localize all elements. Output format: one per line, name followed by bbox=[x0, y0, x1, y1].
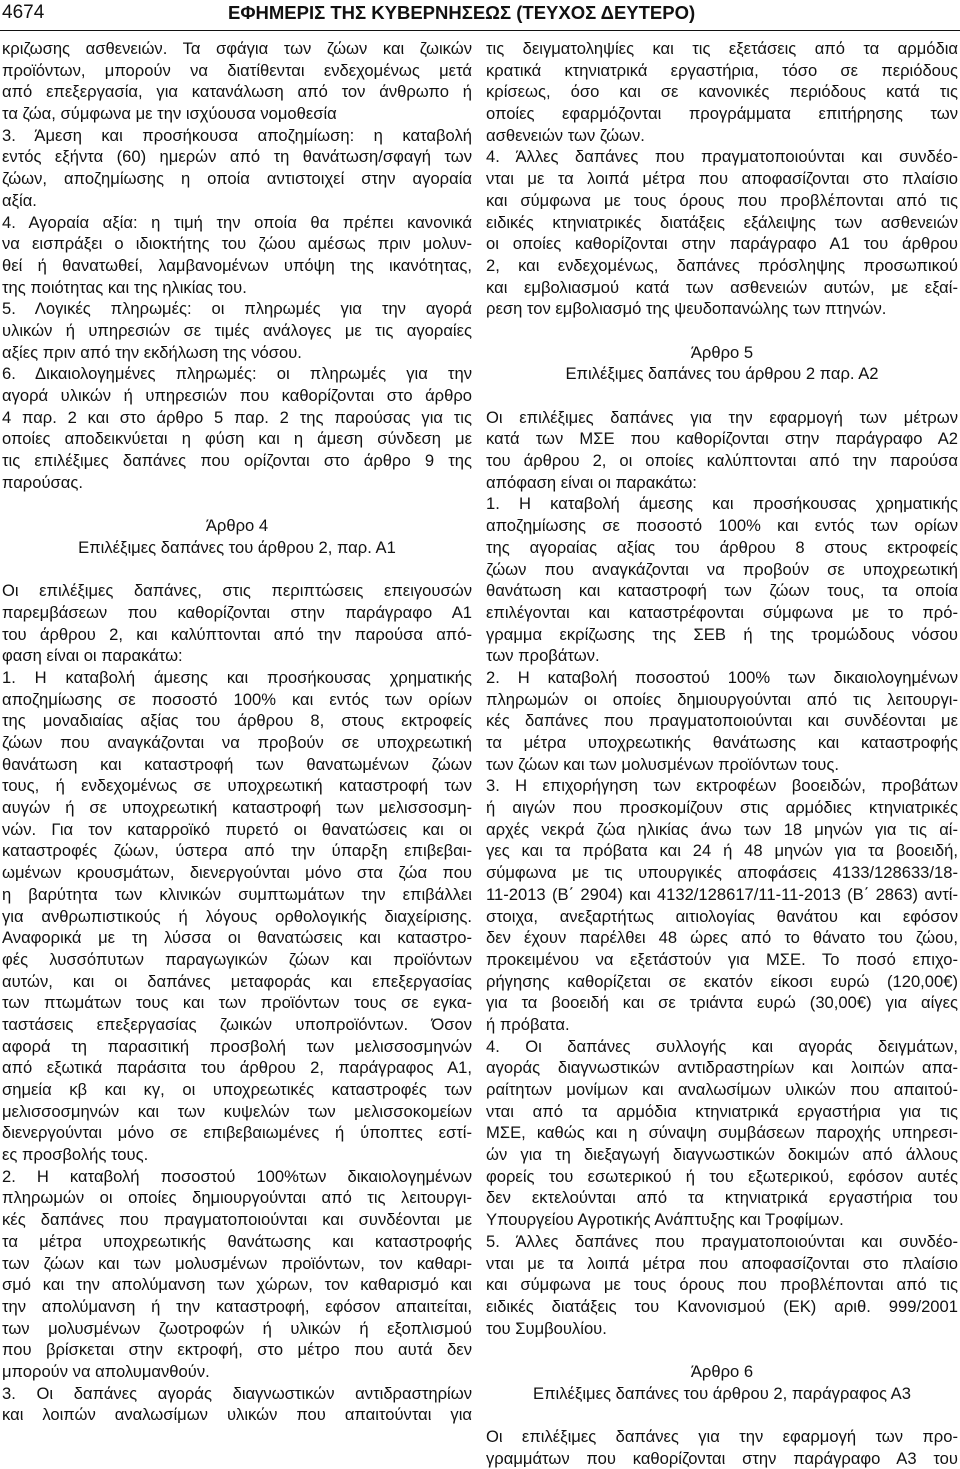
right-text-line: ζώων που αναγκάζονται να προβούν σε υποχρεωτική bbox=[486, 559, 958, 579]
right-spacer bbox=[486, 1404, 958, 1426]
right-heading-line: Άρθρο 6 bbox=[690, 1361, 754, 1381]
gazette-title: ΕΦΗΜΕΡΙΣ ΤΗΣ ΚΥΒΕΡΝΗΣΕΩΣ (ΤΕΥΧΟΣ ΔΕΥΤΕΡΟ) bbox=[228, 2, 696, 23]
right-text-line: Υπουργείου Αγροτικής Ανάπτυξης και Τροφίμων. bbox=[486, 1210, 844, 1230]
left-text-line: εντός εξήντα (60) ημερών από τη θανάτωση/σφαγή των bbox=[2, 147, 472, 167]
right-text-line: ή πρόβατα. bbox=[486, 1014, 570, 1034]
right-text-line: και εμβολιασμού κατά των ασθενειών αυτών, με εξαί- bbox=[486, 277, 958, 297]
left-text-line: να εισπράξει ο ιδιοκτήτης του ζώου αμέσως πριν μολυν- bbox=[2, 234, 472, 254]
right-text-line: του άρθρου 2, οι οποίες καλύπτονται από την παρούσα bbox=[486, 451, 958, 471]
right-text-line: γραμμα εκρίζωσης της ΣΕΒ ή της τρομώδους νόσου bbox=[486, 624, 958, 644]
right-text-line: γραμμάτων που καθορίζονται στην παράγραφο Α3 του bbox=[486, 1448, 958, 1468]
right-spacer bbox=[486, 385, 958, 407]
right-heading-line: Άρθρο 5 bbox=[690, 342, 754, 362]
right-text-line: ή αιγών που προσκομίζουν στις αρμόδιες κτηνιατρικές bbox=[486, 798, 958, 818]
left-text-line: τους, ή ενδεχομένως σε υποχρεωτική καταστροφή των bbox=[2, 776, 472, 796]
left-text-line: παρεμβάσεων που καθορίζονται στην παράγραφο Α1 bbox=[2, 602, 472, 622]
right-text-line: φορείς του εσωτερικού ή του εξωτερικού, εφόσον αυτές bbox=[486, 1166, 958, 1186]
right-text-line: Οι επιλέξιμες δαπάνες για την εφαρμογή των προ- bbox=[486, 1427, 958, 1446]
left-text-line: των ζώων και των μολυσμένων προϊόντων, τον καθαρι- bbox=[2, 1253, 472, 1273]
left-text-line: Αναφορικά με τη λύσσα οι θανατώσεις και καταστρο- bbox=[2, 928, 472, 948]
left-text-line: για ανθρωπιστικούς ή λόγους ορθολογικής διαχείρισης. bbox=[2, 906, 472, 926]
right-text-line: της αγοραίας αξίας του άρθρου 8 στους εκτροφείς bbox=[486, 537, 958, 557]
left-text-line: σμό και την απολύμανση των χώρων, τον καθαρισμό και bbox=[2, 1275, 472, 1295]
right-text-line: των ζώων και των μολυσμένων προϊόντων τους. bbox=[486, 754, 839, 774]
right-text-line: ρήγησης καθορίζεται σε εκατόν είκοσι ευρώ (120,00€) bbox=[486, 971, 958, 991]
right-text-line: οι οποίες καθορίζονται στην παράγραφο Α1 του άρθρου bbox=[486, 234, 958, 254]
right-heading-line: Επιλέξιμες δαπάνες του άρθρου 2, παράγραφος Α3 bbox=[533, 1383, 911, 1403]
left-column bbox=[2, 38, 472, 1426]
right-text-line: αγοράς διαγνωστικών αντιδραστηρίων και λοιπών απα- bbox=[486, 1058, 958, 1078]
left-text-line: σημεία κβ και κγ, οι υποχρεωτικές καταστροφές των bbox=[2, 1080, 472, 1099]
left-text-line: ζώων, αποζημίωσης η οποία αντιστοιχεί στην αγοραία bbox=[2, 169, 472, 189]
right-text-line: δεν εκτελούνται από τα κτηνιατρικά εργαστήρια του bbox=[486, 1188, 958, 1208]
right-text-line: ειδικές διατάξεις του Κανονισμού (ΕΚ) αριθ. 999/2001 bbox=[486, 1296, 958, 1316]
left-text-line: Οι επιλέξιμες δαπάνες, στις περιπτώσεις επειγουσών bbox=[2, 581, 472, 601]
left-text-line: 6. Δικαιολογημένες πληρωμές: οι πληρωμές για την bbox=[2, 364, 472, 384]
right-spacer bbox=[486, 1339, 958, 1361]
left-text-line: 2. Η καταβολή ποσοστού 100%των δικαιολογημένων bbox=[2, 1166, 472, 1186]
left-text-line: τις επιλέξιμες δαπάνες που ορίζονται στο άρθρο 9 της bbox=[2, 451, 472, 471]
left-text-line: παρούσας. bbox=[2, 472, 83, 492]
right-text-line: 11-2013 (Β΄ 2904) και 4132/128617/11-11-2013 (Β΄ 2863) αντί- bbox=[486, 884, 958, 904]
right-text-line: 2, και ενδεχομένως, δαπάνες πρόσληψης προσωπικού bbox=[486, 255, 958, 275]
right-text-line: στοιχα, ανεξαρτήτως αιτιολογίας θανάτου και εφόσον bbox=[486, 906, 958, 926]
left-text-line: κριζωσης ασθενειών. Τα σφάγια των ζώων και ζωικών bbox=[2, 39, 472, 58]
left-heading-line: Άρθρο 4 bbox=[205, 516, 269, 536]
right-text-line: οποίες εφαρμόζονται προγράμματα επιτήρησης των bbox=[486, 104, 958, 124]
left-text-line: αποζημίωσης σε ποσοστό 100% και εντός των ορίων bbox=[2, 689, 472, 709]
right-text-line: αρχές νεκρά ζώα ηλικίας άνω των 18 μηνών για τις αί- bbox=[486, 819, 958, 839]
left-text-line: αυγών ή σε υποχρεωτική καταστροφή των μελισσοσμη- bbox=[2, 798, 472, 818]
right-text-line: κές δαπάνες που πραγματοποιούνται και συνδέονται με bbox=[486, 711, 958, 731]
right-column bbox=[486, 38, 958, 1469]
right-text-line: του Συμβουλίου. bbox=[486, 1318, 607, 1338]
right-text-line: τα μέτρα υποχρεωτικής θανάτωσης και καταστροφής bbox=[486, 733, 958, 752]
left-text-line: τα ζώα, σύμφωνα με την ισχύουσα νομοθεσία bbox=[2, 104, 337, 124]
left-text-line: 5. Λογικές πληρωμές: οι πληρωμές για την αγορά bbox=[2, 299, 472, 319]
right-text-line: ΜΣΕ, καθώς και η σύναψη συμβάσεων παροχής υπηρεσι- bbox=[486, 1123, 958, 1143]
left-text-line: την απολύμανση ή την καταστροφή, εφόσον απαιτείται, bbox=[2, 1296, 472, 1316]
right-text-line: ειδικές κτηνιατρικές διατάξεις εξάλειψης των ασθενειών bbox=[486, 212, 958, 232]
left-text-line: 3. Άμεση και προσήκουσα αποζημίωση: η καταβολή bbox=[2, 125, 472, 145]
right-text-line: τις δειγματοληψίες και τις εξετάσεις από τα αρμόδια bbox=[486, 39, 958, 58]
right-text-line: 1. Η καταβολή άμεσης και προσήκουσας χρηματικής bbox=[486, 494, 958, 514]
left-text-line: των πτωμάτων τους και των προϊόντων τους σε εγκα- bbox=[2, 993, 472, 1013]
left-text-line: από εξωτικά παράσιτα του άρθρου 2, παράγραφος Α1, bbox=[2, 1058, 472, 1078]
right-text-line: για τα βοοειδή και σε τριάντα ευρώ (30,00€) για αίγες bbox=[486, 993, 958, 1013]
right-text-line: πληρωμών οι οποίες δημιουργούνται από τις λειτουργι- bbox=[486, 689, 958, 709]
left-text-line: πληρωμών οι οποίες δημιουργούνται από τις λειτουργι- bbox=[2, 1188, 472, 1208]
right-text-line: και σύμφωνα με τους όρους που προβλέπονται από τις bbox=[486, 1275, 958, 1295]
left-text-line: ταστάσεις επεξεργασίας ζωικών υποπροϊόντων. Όσον bbox=[2, 1014, 472, 1034]
right-text-line: κρατικά κτηνιατρικά εργαστήρια, τόσο σε περιόδους bbox=[486, 60, 958, 80]
right-text-line: νται με τα λοιπά μέτρα που αποφασίζονται στο πλαίσιο bbox=[486, 1253, 958, 1273]
right-text-line: απόφαση είναι οι παρακάτω: bbox=[486, 472, 697, 492]
left-text-line: αξίες πριν από την εκδήλωση της νόσου. bbox=[2, 342, 302, 362]
right-text-line: επιλέγονται και καταστρέφονται σύμφωνα με το πρό- bbox=[486, 602, 958, 622]
left-text-line: μελισσοσμηνών και των κυψελών των μελισσοκομείων bbox=[2, 1101, 472, 1121]
left-text-line: 3. Οι δαπάνες αγοράς διαγνωστικών αντιδραστηρίων bbox=[2, 1383, 472, 1403]
left-spacer bbox=[2, 493, 472, 515]
right-text-line: των προβάτων. bbox=[486, 646, 600, 666]
left-text-line: νών. Για τον καταρροϊκό πυρετό οι θανατώσεις και οι bbox=[2, 819, 472, 839]
left-text-line: της ποιότητας και της ηλικίας του. bbox=[2, 277, 247, 297]
right-text-line: νται από τα αρμόδια κτηνιατρικά εργαστήρια για τις bbox=[486, 1101, 958, 1121]
left-text-line: ες προσβολής τους. bbox=[2, 1145, 149, 1165]
left-text-line: και λοιπών αναλωσίμων υλικών που απαιτούνται για bbox=[2, 1405, 472, 1425]
right-text-line: ραίτητων μονίμων και αναλωσίμων υλικών που απαιτού- bbox=[486, 1080, 958, 1099]
left-text-line: 4. Αγοραία αξία: η τιμή την οποία θα πρέπει κανονικά bbox=[2, 212, 472, 232]
right-text-line: ασθενειών των ζώων. bbox=[486, 125, 645, 145]
left-text-line: υλικών ή υπηρεσιών σε τιμές ανάλογες με τις αγοραίες bbox=[2, 320, 472, 340]
right-spacer bbox=[486, 320, 958, 342]
left-text-line: θανάτωση και καταστροφή των θανατωμένων ζώων bbox=[2, 754, 472, 774]
right-text-line: ών για τη διεξαγωγή διαγνωστικών δοκιμών από άλλους bbox=[486, 1145, 958, 1165]
right-text-line: 3. Η επιχορήγηση των εκτροφέων βοοειδών, προβάτων bbox=[486, 776, 958, 796]
right-text-line: νται με τα λοιπά μέτρα που αποφασίζονται στο πλαίσιο bbox=[486, 169, 958, 189]
left-text-line: αυτών, και οι δαπάνες μεταφοράς και επεξεργασίας bbox=[2, 971, 472, 991]
left-text-line: μπορούν να απολυμανθούν. bbox=[2, 1361, 210, 1381]
right-text-line: και σύμφωνα με τους όρους που προβλέπονται από τις bbox=[486, 190, 958, 210]
right-heading-line: Επιλέξιμες δαπάνες του άρθρου 2 παρ. Α2 bbox=[565, 364, 879, 384]
left-text-line: κές δαπάνες που πραγματοποιούνται και συνδέονται με bbox=[2, 1210, 472, 1230]
header-rule bbox=[0, 30, 960, 31]
left-text-line: αγορά υλικών ή υπηρεσιών που καθορίζονται στο άρθρο bbox=[2, 386, 472, 405]
left-text-line: οποίες αποδεικνύεται η φύση και η άμεση σύνδεση με bbox=[2, 429, 472, 449]
left-text-line: η βαρύτητα των κλινικών συμπτωμάτων την επιβάλλει bbox=[2, 884, 472, 904]
right-text-line: 4. Άλλες δαπάνες που πραγματοποιούνται και συνδέο- bbox=[486, 147, 958, 167]
right-text-line: δεν έχουν παρέλθει 48 ώρες από το θάνατο του ζώου, bbox=[486, 928, 958, 948]
left-text-line: που βρίσκεται στην εκτροφή, στο μέτρο που αυτά δεν bbox=[2, 1340, 472, 1360]
left-text-line: φές λυσσόπυτων παραγωγικών ζώων και προϊόντων bbox=[2, 949, 472, 969]
left-text-line: των μολυσμένων ζωοτροφών ή υλικών ή εξοπλισμού bbox=[2, 1318, 472, 1338]
right-text-line: αποζημίωσης σε ποσοστό 100% και εντός των ορίων bbox=[486, 516, 958, 536]
right-text-line: σύμφωνα με τις υπουργικές αποφάσεις 4133/128633/18- bbox=[486, 863, 958, 883]
right-text-line: 4. Οι δαπάνες συλλογής και αγοράς δειγμάτων, bbox=[486, 1036, 958, 1056]
left-text-line: ωμένων κρουσμάτων, διενεργούνται μόνο στα ζώα που bbox=[2, 863, 472, 883]
left-text-line: θεί ή θανατωθεί, λαμβανομένων υπόψη της ικανότητας, bbox=[2, 255, 472, 275]
right-text-line: θανάτωση και καταστροφή των ζώων τους, τα οποία bbox=[486, 581, 958, 601]
right-text-line: 5. Άλλες δαπάνες που πραγματοποιούνται και συνδέο- bbox=[486, 1231, 958, 1251]
left-text-line: διενεργούνται μόνο σε επιβεβαιωμένες ή ύποπτες εστί- bbox=[2, 1123, 472, 1143]
left-text-line: του άρθρου 2, και καλύπτονται από την παρούσα από- bbox=[2, 624, 472, 644]
right-text-line: γες και τα πρόβατα και 24 ή 48 μηνών για τα βοοειδή, bbox=[486, 841, 958, 861]
left-text-line: 4 παρ. 2 και στο άρθρο 5 παρ. 2 της παρούσας για τις bbox=[2, 407, 472, 427]
right-text-line: κρίσεως, όσο και σε κανονικές περιόδους κατά τις bbox=[486, 82, 958, 102]
left-text-line: 1. Η καταβολή άμεσης και προσήκουσας χρηματικής bbox=[2, 667, 472, 687]
left-text-line: καταστροφές ζώων, ύστερα από την ύπαρξη επιβεβαι- bbox=[2, 841, 472, 861]
left-text-line: τα μέτρα υποχρεωτικής θανάτωσης και καταστροφής bbox=[2, 1231, 472, 1251]
page-header bbox=[0, 0, 960, 30]
left-text-line: από επεξεργασία, για κατανάλωση από τον άνθρωπο ή bbox=[2, 82, 472, 102]
left-spacer bbox=[2, 559, 472, 581]
page-number: 4674 bbox=[2, 2, 45, 23]
left-heading-line: Επιλέξιμες δαπάνες του άρθρου 2, παρ. Α1 bbox=[78, 537, 396, 557]
right-text-line: ρεση τον εμβολιασμό της ψευδοπανώλης των πτηνών. bbox=[486, 299, 887, 319]
left-text-line: προϊόντων, μπορούν να διατίθενται ενδεχομένως μετά bbox=[2, 60, 472, 80]
right-text-line: 2. Η καταβολή ποσοστού 100% των δικαιολογημένων bbox=[486, 667, 958, 687]
left-text-line: της μοναδιαίας αξίας του άρθρου 8, στους εκτροφείς bbox=[2, 711, 472, 731]
left-text-line: αφορά τη παρασιτική προσβολή των μελισσοσμηνών bbox=[2, 1036, 472, 1056]
left-text-line: αξία. bbox=[2, 190, 37, 210]
right-text-line: κατά των ΜΣΕ που καθορίζονται στην παράγραφο Α2 bbox=[486, 429, 958, 449]
left-text-line: φαση είναι οι παρακάτω: bbox=[2, 646, 183, 666]
left-text-line: ζώων που αναγκάζονται να προβούν σε υποχρεωτική bbox=[2, 733, 472, 752]
right-text-line: Οι επιλέξιμες δαπάνες για την εφαρμογή των μέτρων bbox=[486, 407, 958, 427]
right-text-line: προκειμένου να εξετάστούν για ΜΣΕ. Το ποσό επιχο- bbox=[486, 949, 958, 969]
